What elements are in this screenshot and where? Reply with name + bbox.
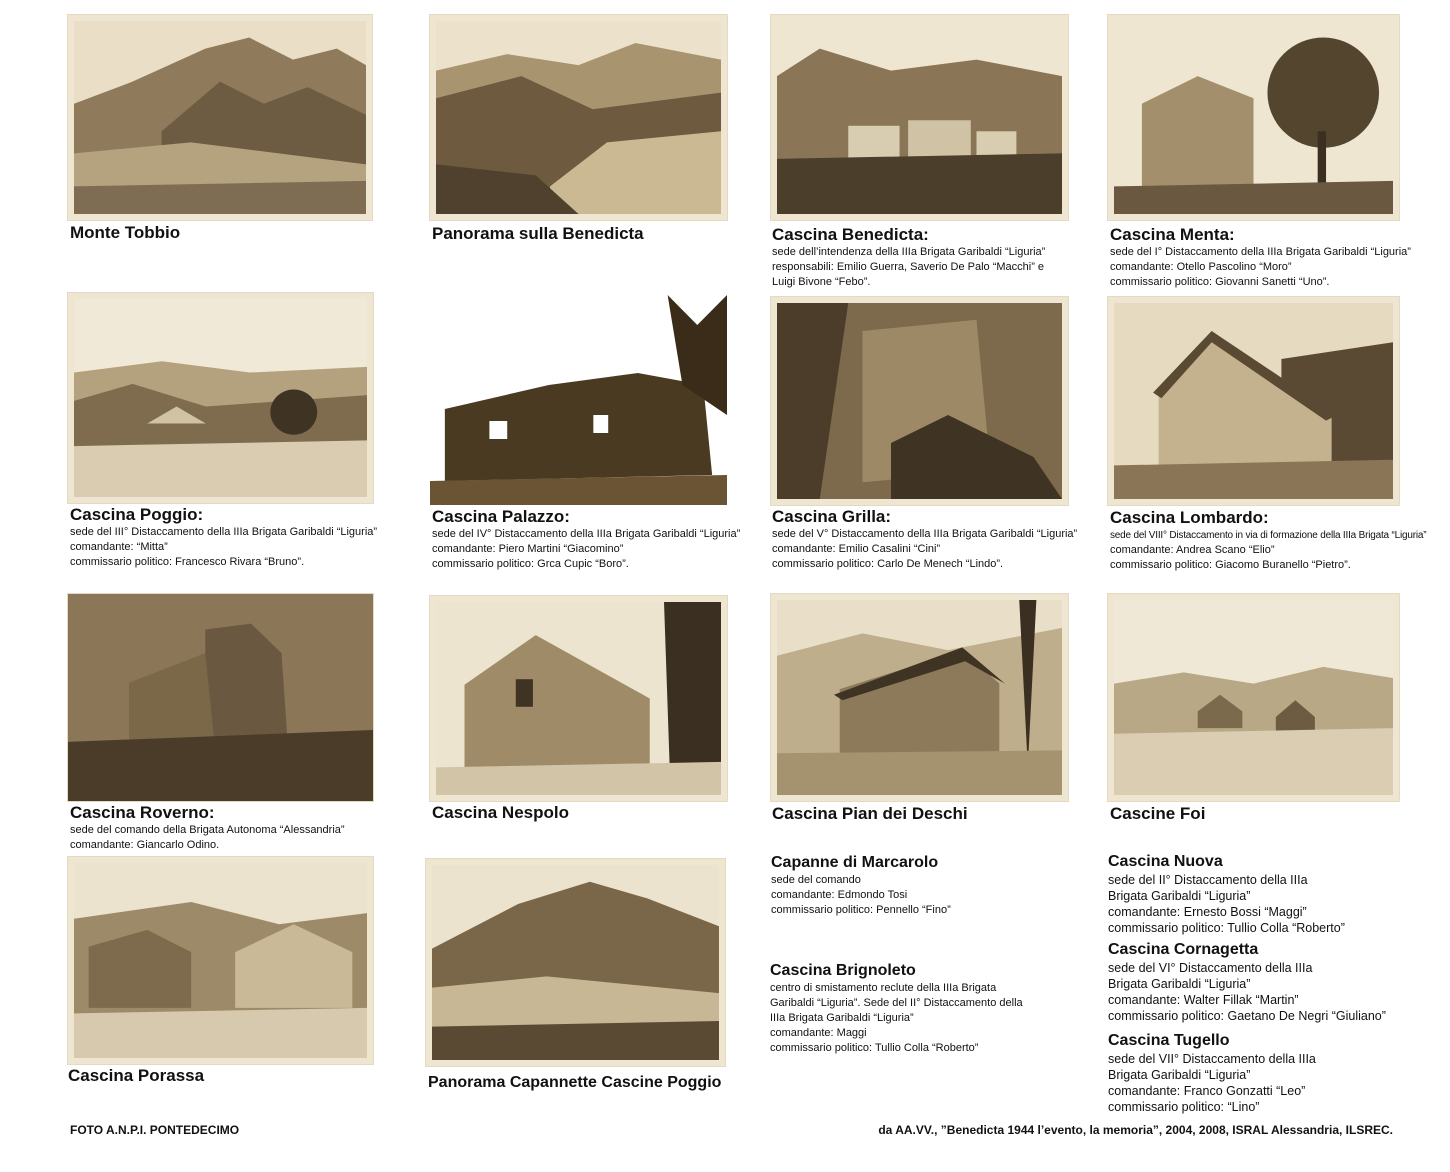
note-title: Capanne di Marcarolo bbox=[771, 854, 939, 871]
caption-line: sede dell’intendenza della IIIa Brigata Garibaldi “Liguria” bbox=[772, 246, 1046, 258]
photo-cascina-menta bbox=[1108, 15, 1399, 220]
photo-title: Cascina Benedicta: bbox=[772, 225, 929, 244]
note-line: commissario politico: Gaetano De Negri “Giuliano” bbox=[1108, 1009, 1386, 1023]
caption-line: commissario politico: Carlo De Menech “Lindo”. bbox=[772, 558, 1004, 570]
caption-cascina-nespolo bbox=[432, 803, 569, 823]
photo-title: Cascina Nespolo bbox=[432, 803, 569, 822]
caption-line: commissario politico: Francesco Rivara “Bruno”. bbox=[70, 556, 305, 568]
note-title: Cascina Cornagetta bbox=[1108, 941, 1259, 958]
photo-panorama-benedicta bbox=[430, 15, 727, 220]
caption-line: sede del IV° Distaccamento della IIIa Brigata Garibaldi “Liguria” bbox=[432, 528, 741, 540]
caption-cascine-foi bbox=[1110, 804, 1205, 824]
caption-line: sede del comando della Brigata Autonoma “Alessandria” bbox=[70, 824, 345, 836]
note-line: sede del II° Distaccamento della IIIa bbox=[1108, 873, 1308, 887]
photo-title: Monte Tobbio bbox=[70, 223, 181, 242]
note-line: Brigata Garibaldi “Liguria” bbox=[1108, 889, 1251, 903]
caption-line: responsabili: Emilio Guerra, Saverio De Palo “Macchi” e bbox=[772, 261, 1045, 273]
caption-cascina-pian-dei-deschi bbox=[772, 804, 968, 824]
photo-cascine-foi bbox=[1108, 594, 1399, 801]
photo-cascina-palazzo bbox=[430, 295, 727, 505]
caption-line: sede del V° Distaccamento della IIIa Brigata Garibaldi “Liguria” bbox=[772, 528, 1078, 540]
note-line: centro di smistamento reclute della IIIa Brigata bbox=[770, 982, 997, 994]
footer-credit: FOTO A.N.P.I. PONTEDECIMO bbox=[70, 1123, 240, 1137]
caption-monte-tobbio bbox=[70, 223, 180, 243]
photo-cascina-lombardo bbox=[1108, 297, 1399, 505]
caption-panorama-benedicta bbox=[432, 224, 644, 244]
photo-monte-tobbio bbox=[68, 15, 372, 220]
photo-cascina-porassa bbox=[68, 857, 373, 1064]
photo-cascina-roverno bbox=[68, 594, 373, 801]
photo-title: Cascina Palazzo: bbox=[432, 507, 570, 526]
caption-cascina-lombardo bbox=[1110, 508, 1426, 573]
photo-title: Cascina Grilla: bbox=[772, 507, 892, 526]
caption-cascina-palazzo bbox=[432, 507, 740, 572]
note-line: IIIa Brigata Garibaldi “Liguria” bbox=[770, 1012, 914, 1024]
caption-cascina-porassa bbox=[68, 1066, 204, 1086]
photo-title: Cascina Roverno: bbox=[70, 803, 215, 822]
note-cascina-nuova bbox=[1108, 852, 1345, 936]
note-line: Brigata Garibaldi “Liguria” bbox=[1108, 1068, 1251, 1082]
photo-cascina-nespolo bbox=[430, 596, 727, 801]
note-line: commissario politico: “Lino” bbox=[1108, 1100, 1260, 1114]
note-line: comandante: Maggi bbox=[770, 1027, 867, 1039]
caption-line: commissario politico: Giacomo Buranello “Pietro”. bbox=[1110, 559, 1351, 571]
note-line: sede del VI° Distaccamento della IIIa bbox=[1108, 961, 1313, 975]
note-line: sede del VII° Distaccamento della IIIa bbox=[1108, 1052, 1316, 1066]
note-line: Garibaldi “Liguria”. Sede del II° Distaccamento della bbox=[770, 997, 1023, 1009]
caption-cascina-poggio bbox=[70, 505, 377, 570]
note-title: Cascina Tugello bbox=[1108, 1032, 1230, 1049]
caption-line: commissario politico: Giovanni Sanetti “Uno”. bbox=[1110, 276, 1330, 288]
caption-cascina-menta bbox=[1110, 225, 1411, 290]
caption-panorama-capannette bbox=[428, 1073, 721, 1093]
caption-line: sede del III° Distaccamento della IIIa Brigata Garibaldi “Liguria” bbox=[70, 526, 378, 538]
photo-title: Panorama Capannette Cascine Poggio bbox=[428, 1074, 722, 1091]
photo-title: Cascina Poggio: bbox=[70, 505, 204, 524]
note-cascina-tugello bbox=[1108, 1031, 1316, 1115]
photo-title: Cascina Lombardo: bbox=[1110, 508, 1269, 527]
photo-cascina-grilla bbox=[771, 297, 1068, 505]
caption-line: Luigi Bivone “Febo”. bbox=[772, 276, 871, 288]
caption-line: comandante: Andrea Scano “Elio” bbox=[1110, 544, 1275, 556]
note-line: comandante: Ernesto Bossi “Maggi” bbox=[1108, 905, 1307, 919]
note-title: Cascina Brignoleto bbox=[770, 962, 916, 979]
caption-line: comandante: Giancarlo Odino. bbox=[70, 839, 220, 851]
photo-title: Cascina Pian dei Deschi bbox=[772, 804, 968, 823]
caption-cascina-benedicta bbox=[772, 225, 1045, 290]
caption-line: commissario politico: Grca Cupic “Boro”. bbox=[432, 558, 629, 570]
caption-cascina-grilla bbox=[772, 507, 1077, 572]
caption-line: comandante: Otello Pascolino “Moro” bbox=[1110, 261, 1292, 273]
photo-title: Cascina Porassa bbox=[68, 1066, 205, 1085]
note-line: sede del comando bbox=[771, 874, 861, 886]
photo-cascina-pian-dei-deschi bbox=[771, 594, 1068, 801]
photo-title: Cascina Menta: bbox=[1110, 225, 1235, 244]
note-title: Cascina Nuova bbox=[1108, 853, 1223, 870]
caption-line: comandante: “Mitta” bbox=[70, 541, 168, 553]
note-cascina-brignoleto bbox=[770, 961, 1023, 1056]
caption-line: sede del I° Distaccamento della IIIa Brigata Garibaldi “Liguria” bbox=[1110, 246, 1411, 258]
note-line: comandante: Edmondo Tosi bbox=[771, 889, 908, 901]
photo-panorama-capannette bbox=[426, 859, 725, 1066]
note-cascina-cornagetta bbox=[1108, 940, 1386, 1024]
caption-line: comandante: Piero Martini “Giacomino” bbox=[432, 543, 624, 555]
note-line: commissario politico: Pennello “Fino” bbox=[771, 904, 951, 916]
footer-source: da AA.VV., ”Benedicta 1944 l’evento, la memoria”, 2004, 2008, ISRAL Alessandria, ILSREC. bbox=[878, 1123, 1393, 1137]
photo-title: Panorama sulla Benedicta bbox=[432, 224, 644, 243]
note-line: commissario politico: Tullio Colla “Roberto” bbox=[770, 1042, 979, 1054]
caption-line: comandante: Emilio Casalini “Cini” bbox=[772, 543, 941, 555]
note-line: comandante: Franco Gonzatti “Leo” bbox=[1108, 1084, 1306, 1098]
caption-line: sede del VIII° Distaccamento in via di formazione della IIIa Brigata “Liguria” bbox=[1110, 530, 1427, 541]
photo-cascina-benedicta bbox=[771, 15, 1068, 220]
photo-cascina-poggio bbox=[68, 293, 373, 503]
note-line: commissario politico: Tullio Colla “Roberto” bbox=[1108, 921, 1345, 935]
note-line: comandante: Walter Fillak “Martin” bbox=[1108, 993, 1299, 1007]
note-line: Brigata Garibaldi “Liguria” bbox=[1108, 977, 1251, 991]
photo-title: Cascine Foi bbox=[1110, 804, 1206, 823]
caption-cascina-roverno bbox=[70, 803, 345, 853]
note-capanne-di-marcarolo bbox=[771, 853, 951, 918]
